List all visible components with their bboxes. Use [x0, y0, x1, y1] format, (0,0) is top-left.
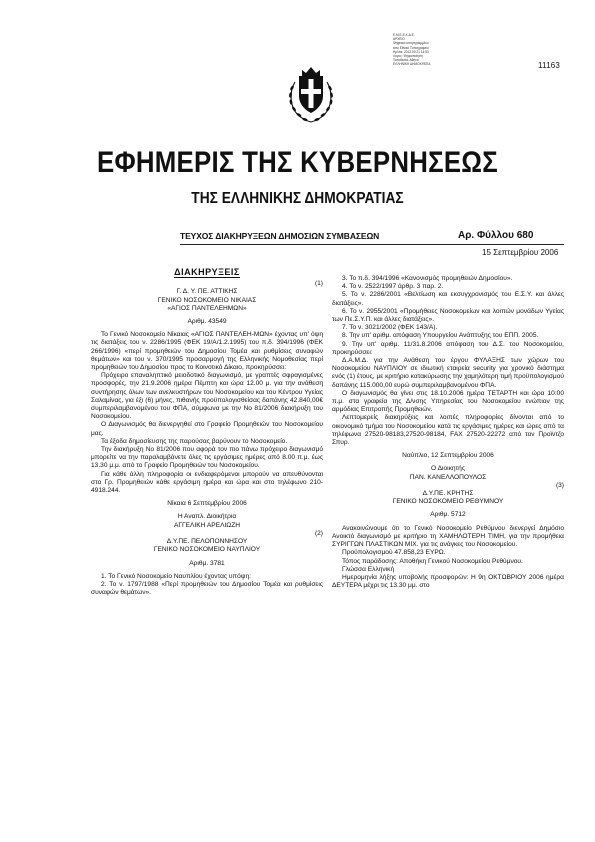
notice-paragraph: 4. Το ν. 2522/1997 άρθρ. 3 παρ. 2. — [342, 283, 444, 291]
right-column — [332, 275, 564, 590]
notice-paragraph: 8. Την υπ' αριθμ. απόφαση Υπουργείου Ανάπτυξης του ΕΠΠ. 2005. — [342, 332, 539, 340]
stamp-line: Λόγος: Ψηφιοποίηση — [393, 54, 423, 59]
notice-paragraph: Προϋπολογισμού 47.858,23 ΕΥΡΩ. — [342, 549, 446, 557]
notice-paragraph: Δ.Α.Μ.Δ. για την Ανάθεση του έργου ΦΥΛΑΞΗΣ των χώρων του Νοσοκομείου ΝΑΥΠΛΙΟΥ σε ιδιωτική εταιρεία security για χρονικό διάστημα ενός (1) έτους, με κριτήριο κατακύρωσης την χαμηλότερη τιμή προϋπολογισμού δαπάνης 115.000,00 ευρώ συμπεριλαμβανομένου ΦΠΑ. — [332, 357, 564, 389]
sheet-number: Αρ. Φύλλου 680 — [458, 230, 534, 241]
notice-header-line: ΓΕΝΙΚΟ ΝΟΣΟΚΟΜΕΙΟ ΝΑΥΠΛΙΟΥ — [153, 546, 261, 554]
notice-paragraph: 7. Το ν. 3021/2002 (ΦΕΚ 143/Α). — [342, 324, 438, 332]
notice-reference: Αριθμ. 5712 — [430, 511, 466, 519]
notice-reference: Αριθμ. 3781 — [189, 559, 225, 567]
notice-paragraph: Ημερομηνία λήξης υποβολής προσφορών: Η 9η ΟΚΤΩΒΡΙΟΥ 2006 ημέρα ΔΕΥΤΕΡΑ μέχρι τις 13.30 μμ. στο — [332, 573, 564, 590]
notice-paragraph: Ο Διαγωνισμός θα διενεργηθεί στο Γραφείο Προμηθειών του Νοσοκομείου μας. — [91, 421, 323, 437]
stamp-line: από Εθνικό Τυπογραφείο — [393, 45, 429, 50]
gazette-subtitle: ΤΗΣ ΕΛΛΗΝΙΚΗΣ ΔΗΜΟΚΡΑΤΙΑΣ — [191, 190, 404, 207]
notice-paragraph: Για κάθε άλλη πληροφορία οι ενδιαφερόμενοι μπορούν να απευθύνονται στο Γρ. Προμηθειών κάθε εργάσιμη ημέρα και ώρα και στο τηλέφωνο 210-4918.244. — [91, 470, 323, 495]
notice-number: (2) — [314, 529, 323, 537]
issue-type: ΤΕΥΧΟΣ ΔΙΑΚΗΡΥΞΕΩΝ ΔΗΜΟΣΙΩΝ ΣΥΜΒΑΣΕΩΝ — [180, 231, 380, 241]
notice-paragraph: 1. Το Γενικό Νοσοκομείο Ναυπλίου έχοντας υπόψη: — [101, 572, 251, 580]
signer-title: Η Αναπλ. Διοικήτρια — [177, 513, 237, 521]
notice-number: (1) — [314, 280, 323, 288]
signer-name: ΑΓΓΕΛΙΚΗ ΑΡΕΛΙΩΖΗ — [173, 521, 241, 529]
stamp-line: Τοποθεσία: Αθήνα — [393, 58, 419, 63]
page-number: 11163 — [538, 61, 561, 70]
notice-paragraph: 6. Το ν. 2955/2001 «Προμήθειες Νοσοκομείων και λοιπών μονάδων Υγείας των Πε.Σ.Υ.Π. και άλλες διατάξεις». — [332, 307, 564, 324]
notice-header-line: Δ.Υ.ΠΕ. ΚΡΗΤΗΣ — [422, 490, 474, 498]
notice-paragraph: 9. Την υπ' αριθμ. 11/31.8.2006 απόφαση του Δ.Σ. του Νοσοκομείου, προκηρύσσει: — [332, 340, 564, 356]
notice-paragraph: Λεπτομερείς διακηρύξεις και λοιπές πληροφορίες δίνονται από το οικονομικό τμήμα του Νοσοκομείου κατά τις εργάσιμες ημέρες και ώρες από τα τηλέφωνα 27520-98183,27520-98184, FAX 27520-22272 από τον Προϊντζο Σπυρ. — [332, 414, 564, 447]
notice-paragraph: Ανακοινώνουμε ότι το Γενικό Νοσοκομείο Ρεθύμνου διενεργεί Δημόσιο Ανοικτό διαγωνισμό με κριτήριο τη ΧΑΜΗΛΟΤΕΡΗ ΤΙΜΗ, για την προμήθεια ΣΥΡΙΓΓΩΝ ΠΛΑΣΤΙΚΩΝ ΜΙΧ. για τις ανάγκες του Νοσοκομείου. — [332, 524, 564, 549]
stamp-line: Ε.Μ.Ε.Ε.Κ.Δ.Ε. — [393, 33, 415, 37]
notice-paragraph: 3. Το π.δ. 394/1996 «Κανονισμός προμηθειών Δημοσίου». — [342, 275, 513, 282]
header-divider — [180, 244, 564, 245]
notice-paragraph: Τα έξοδα δημοσίευσης της παρούσας βαρύνουν το Νοσοκομείο. — [101, 437, 288, 445]
signer-title: Ο Διοικητής — [430, 465, 465, 473]
notice-paragraph: Ο διαγωνισμός θα γίνει στις 18.10.2006 ημέρα ΤΕΤΑΡΤΗ και ώρα 10:00 π.μ. στα γραφεία της Δ/νσης Υπηρεσίας του Νοσοκομείου ενώπιον της αρμόδιας Επιτροπής Προμηθειών. — [332, 389, 564, 414]
signer-name: ΠΑΝ. ΚΑΝΕΛΛΟΠΟΥΛΟΣ — [409, 473, 487, 481]
stamp-line: ΕΛΛΗΝΙΚΗ ΔΗΜΟΚΡΑΤΙΑ — [393, 62, 431, 67]
notice-paragraph: Γλώσσα Ελληνική — [342, 565, 395, 573]
notice-paragraph: Το Γενικό Νοσοκομείο Νίκαιας «ΑΓΙΟΣ ΠΑΝΤΕΛΕΗ-ΜΩΝ» έχοντας υπ' όψη τις διατάξεις του ν. 2286/1995 (ΦΕΚ 19/Α/1.2.1995) του π.δ. 394/1996 (ΦΕΚ 266/1996) «περί προμηθειών του Δημοσίου Τομέα και ρυθμίσεις συναφών θεμάτων» και του ν. 370/1995 προσαρμογή της Ελληνικής Νομοθεσίας περί προμηθειών του Δημοσίου προς το Κοινοτικό Δίκαιο, προκηρύσσει: — [91, 331, 323, 372]
notice-header-line: «ΑΓΙΟΣ ΠΑΝΤΕΛΕΗΜΩΝ» — [167, 304, 247, 312]
notice-paragraph: 5. Το ν. 2286/2001 «Βελτίωση και εκσυγχρονισμός του Ε.Σ.Υ. και άλλες διατάξεις». — [332, 291, 564, 307]
notice-header-line: Γ. Δ. Υ. ΠΕ. ΑΤΤΙΚΗΣ — [176, 288, 238, 296]
section-heading-text: ΔΙΑΚΗΡΥΞΕΙΣ — [174, 267, 240, 277]
notice-reference: Αριθμ. 43549 — [187, 318, 227, 326]
coat-of-arms-icon — [285, 62, 337, 126]
stamp-line: ΑΡΧΕΙΟ — [393, 37, 405, 42]
notice-place-date: Νίκαια 6 Σεπτεμβρίου 2006 — [167, 500, 247, 508]
digital-signature-stamp — [393, 33, 483, 67]
notice-header-line: ΓΕΝΙΚΟ ΝΟΣΟΚΟΜΕΙΟ ΝΙΚΑΙΑΣ — [157, 296, 257, 304]
issue-info-row — [140, 230, 564, 244]
notice-paragraph: Τόπος παράδοσης: Αποθήκη Γενικού Νοσοκομείου Ρεθύμνου. — [342, 557, 523, 565]
notice-paragraph: 2. Το ν. 1797/1988 «Περί προμηθειών του Δημοσίου Τομέα και ρυθμίσεις συναφών θεμάτων». — [91, 580, 323, 597]
notice-place-date: Ναύπλιο, 12 Σεπτεμβρίου 2006 — [402, 452, 494, 460]
notice-header-line: ΓΕΝΙΚΟ ΝΟΣΟΚΟΜΕΙΟ ΡΕΘΥΜΝΟΥ — [392, 498, 504, 506]
stamp-line: Ημ/νία: 2012.09.21 14:53 — [393, 49, 429, 54]
section-heading — [91, 268, 323, 276]
notice-paragraph: Την διακήρυξη Νο 81/2006 που αφορά τον πιο πάνω πρόχειρο διαγωνισμό μπορείτε να την παραλαμβάνετε όλες τις εργάσιμες ημέρες από 8.00 π.μ. έως 13.30 μ.μ. από το Γραφείο Προμηθειών του Νοσοκομείου. — [91, 446, 323, 470]
gazette-title: ΕΦΗΜΕΡΙΣ ΤΗΣ ΚΥΒΕΡΝΗΣΕΩΣ — [96, 146, 499, 179]
notice-header-line: Δ.Υ.ΠΕ. ΠΕΛΟΠΟΝΝΗΣΟΥ — [166, 538, 248, 546]
left-column — [91, 268, 323, 597]
issue-date: 15 Σεπτεμβρίου 2006 — [482, 248, 559, 257]
stamp-line: Ψηφιακά υπογεγραμμένο — [393, 41, 429, 46]
notice-paragraph: Πρόχειρο επαναληπτικό μειοδοτικό διαγωνισμό, με γραπτές σφραγισμένες προσφορές, την 21.9.2006 ημέρα Πέμπτη και ώρα 12.00 μ. για την ανάθεση συντήρησης όλων των ανελκυστήρων του Νοσοκομείου και του Κέντρου Υγείας Σαλαμίνας, για έξι (6) μήνες, πιθανής προϋπολογισθείσας δαπάνης 42.840,00€ συμπεριλαμβανομένου του ΦΠΑ, σύμφωνα με την Νο 81/2006 διακήρυξη του Νοσοκομείου. — [91, 372, 323, 421]
notice-number: (3) — [555, 481, 564, 489]
